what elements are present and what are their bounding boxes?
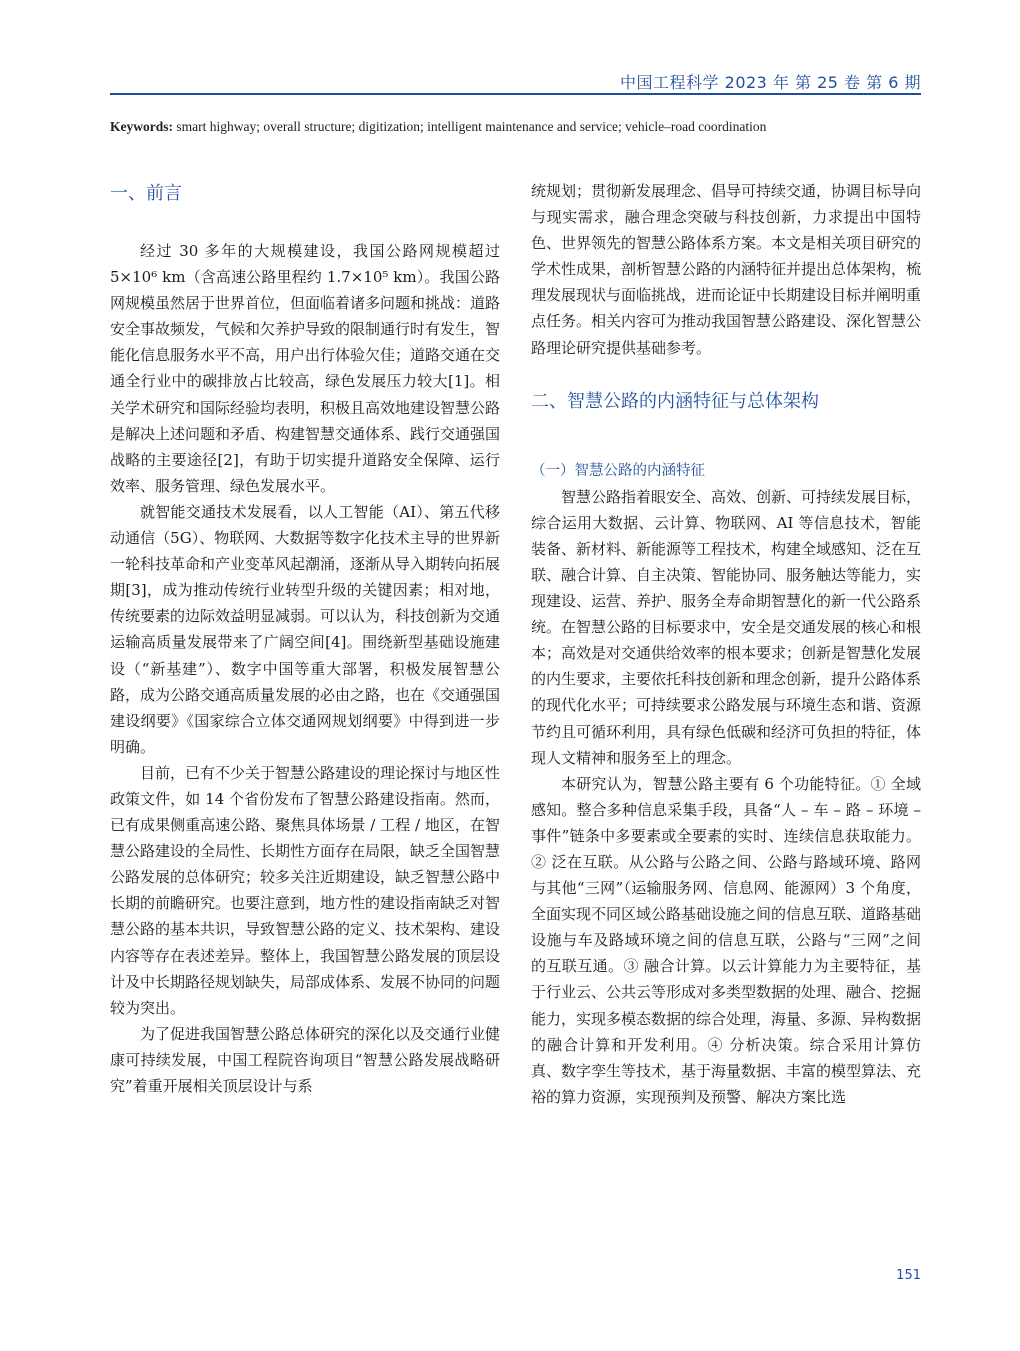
section-title-features: 二、智慧公路的内涵特征与总体架构 [531, 390, 819, 412]
keywords-label: Keywords: [110, 119, 173, 134]
right-column [531, 178, 921, 1110]
paragraph: 智慧公路指着眼安全、高效、创新、可持续发展目标，综合运用大数据、云计算、物联网、AI 等信息技术，智能装备、新材料、新能源等工程技术，构建全域感知、泛在互联、融合计算、自主决策、智能协同、服务触达等能力，实现建设、运营、养护、服务全寿命期智慧化的新一代公路系统。在智慧公路的目标要求中，安全是交通发展的核心和根本；高效是对交通供给效率的根本要求；创新是智慧化发展的内生要求，主要依托科技创新和理念创新，提升公路体系的现代化水平；可持续要求公路发展与环境生态和谐、资源节约且可循环利用，具有绿色低碳和经济可负担的特征，体现人文精神和服务至上的理念。 [531, 487, 922, 767]
paragraph: 本研究认为，智慧公路主要有 6 个功能特征。① 全域感知。整合多种信息采集手段，具备“人 – 车 – 路 – 环境 – 事件”链条中多要素或全要素的实时、连续信息获取能力。② 泛在互联。从公路与公路之间、公路与路域环境、路网与其他“三网”（运输服务网、信息网、能源网）3 个角度，全面实现不同区域公路基础设施之间的信息互联、道路基础设施与车及路域环境之间的信息互联，公路与“三网”之间的互联互通。③ 融合计算。以云计算能力为主要特征，基于行业云、公共云等形成对多类型数据的处理、融合、挖掘能力，实现多模态数据的综合处理，海量、多源、异构数据的融合计算和开发利用。④ 分析决策。综合采用计算仿真、数字孪生等技术，基于海量数据、丰富的模型算法、充裕的算力资源，实现预判及预警、解决方案比选 [531, 774, 922, 1106]
page-number: 151 [896, 1268, 921, 1283]
keywords-line [110, 119, 930, 135]
paragraph: 经过 30 多年的大规模建设，我国公路网规模超过 5×10⁶ km（含高速公路里程约 1.7×10⁵ km）。我国公路网规模虽然居于世界首位，但面临着诸多问题和挑战：道路安全事故频发，气候和欠养护导致的限制通行时有发生，智能化信息服务水平不高，用户出行体验欠佳；道路交通在交通全行业中的碳排放占比较高，绿色发展压力较大[1]。相关学术研究和国际经验均表明，积极且高效地建设智慧公路是解决上述问题和矛盾、构建智慧交通体系、践行交通强国战略的主要途径[2]，有助于切实提升道路安全保障、运行效率、服务管理、绿色发展水平。 [110, 242, 501, 495]
subsection-title: （一）智慧公路的内涵特征 [531, 462, 705, 479]
paragraph: 为了促进我国智慧公路总体研究的深化以及交通行业健康可持续发展，中国工程院咨询项目“智慧公路发展战略研究”着重开展相关顶层设计与系 [110, 1024, 501, 1095]
journal-header: 中国工程科学 2023 年 第 25 卷 第 6 期 [620, 73, 921, 92]
header-rule [110, 93, 921, 95]
paragraph-continued: 统规划；贯彻新发展理念、倡导可持续交通，协调目标导向与现实需求，融合理念突破与科技创新，力求提出中国特色、世界领先的智慧公路体系方案。本文是相关项目研究的学术性成果，剖析智慧公路的内涵特征并提出总体架构，梳理发展现状与面临挑战，进而论证中长期建设目标并阐明重点任务。相关内容可为推动我国智慧公路建设、深化智慧公路理论研究提供基础参考。 [531, 182, 922, 357]
section-title-intro: 一、前言 [110, 183, 182, 204]
paragraph: 就智能交通技术发展看，以人工智能（AI）、第五代移动通信（5G）、物联网、大数据等数字化技术主导的世界新一轮科技革命和产业变革风起潮涌，逐渐从导入期转向拓展期[3]，成为推动传统行业转型升级的关键因素；相对地，传统要素的边际效益明显减弱。可以认为，科技创新为交通运输高质量发展带来了广阔空间[4]。围绕新型基础设施建设（“新基建”）、数字中国等重大部署，积极发展智慧公路，成为公路交通高质量发展的必由之路，也在《交通强国建设纲要》《国家综合立体交通网规划纲要》中得到进一步明确。 [110, 502, 501, 756]
keywords-text: smart highway; overall structure; digitization; intelligent maintenance and service; vehicle–road coordination [173, 119, 767, 134]
paragraph: 目前，已有不少关于智慧公路建设的理论探讨与地区性政策文件，如 14 个省份发布了智慧公路建设指南。然而，已有成果侧重高速公路、聚焦具体场景 / 工程 / 地区，在智慧公路建设的全局性、长期性方面存在局限，缺乏全国智慧公路发展的总体研究；较多关注近期建设，缺乏智慧公路中长期的前瞻研究。也要注意到，地方性的建设指南缺乏对智慧公路的基本共识，导致智慧公路的定义、技术架构、建设内容等存在表述差异。整体上，我国智慧公路发展的顶层设计及中长期路径规划缺失，局部成体系、发展不协同的问题较为突出。 [110, 763, 501, 1017]
left-column [110, 178, 500, 1099]
